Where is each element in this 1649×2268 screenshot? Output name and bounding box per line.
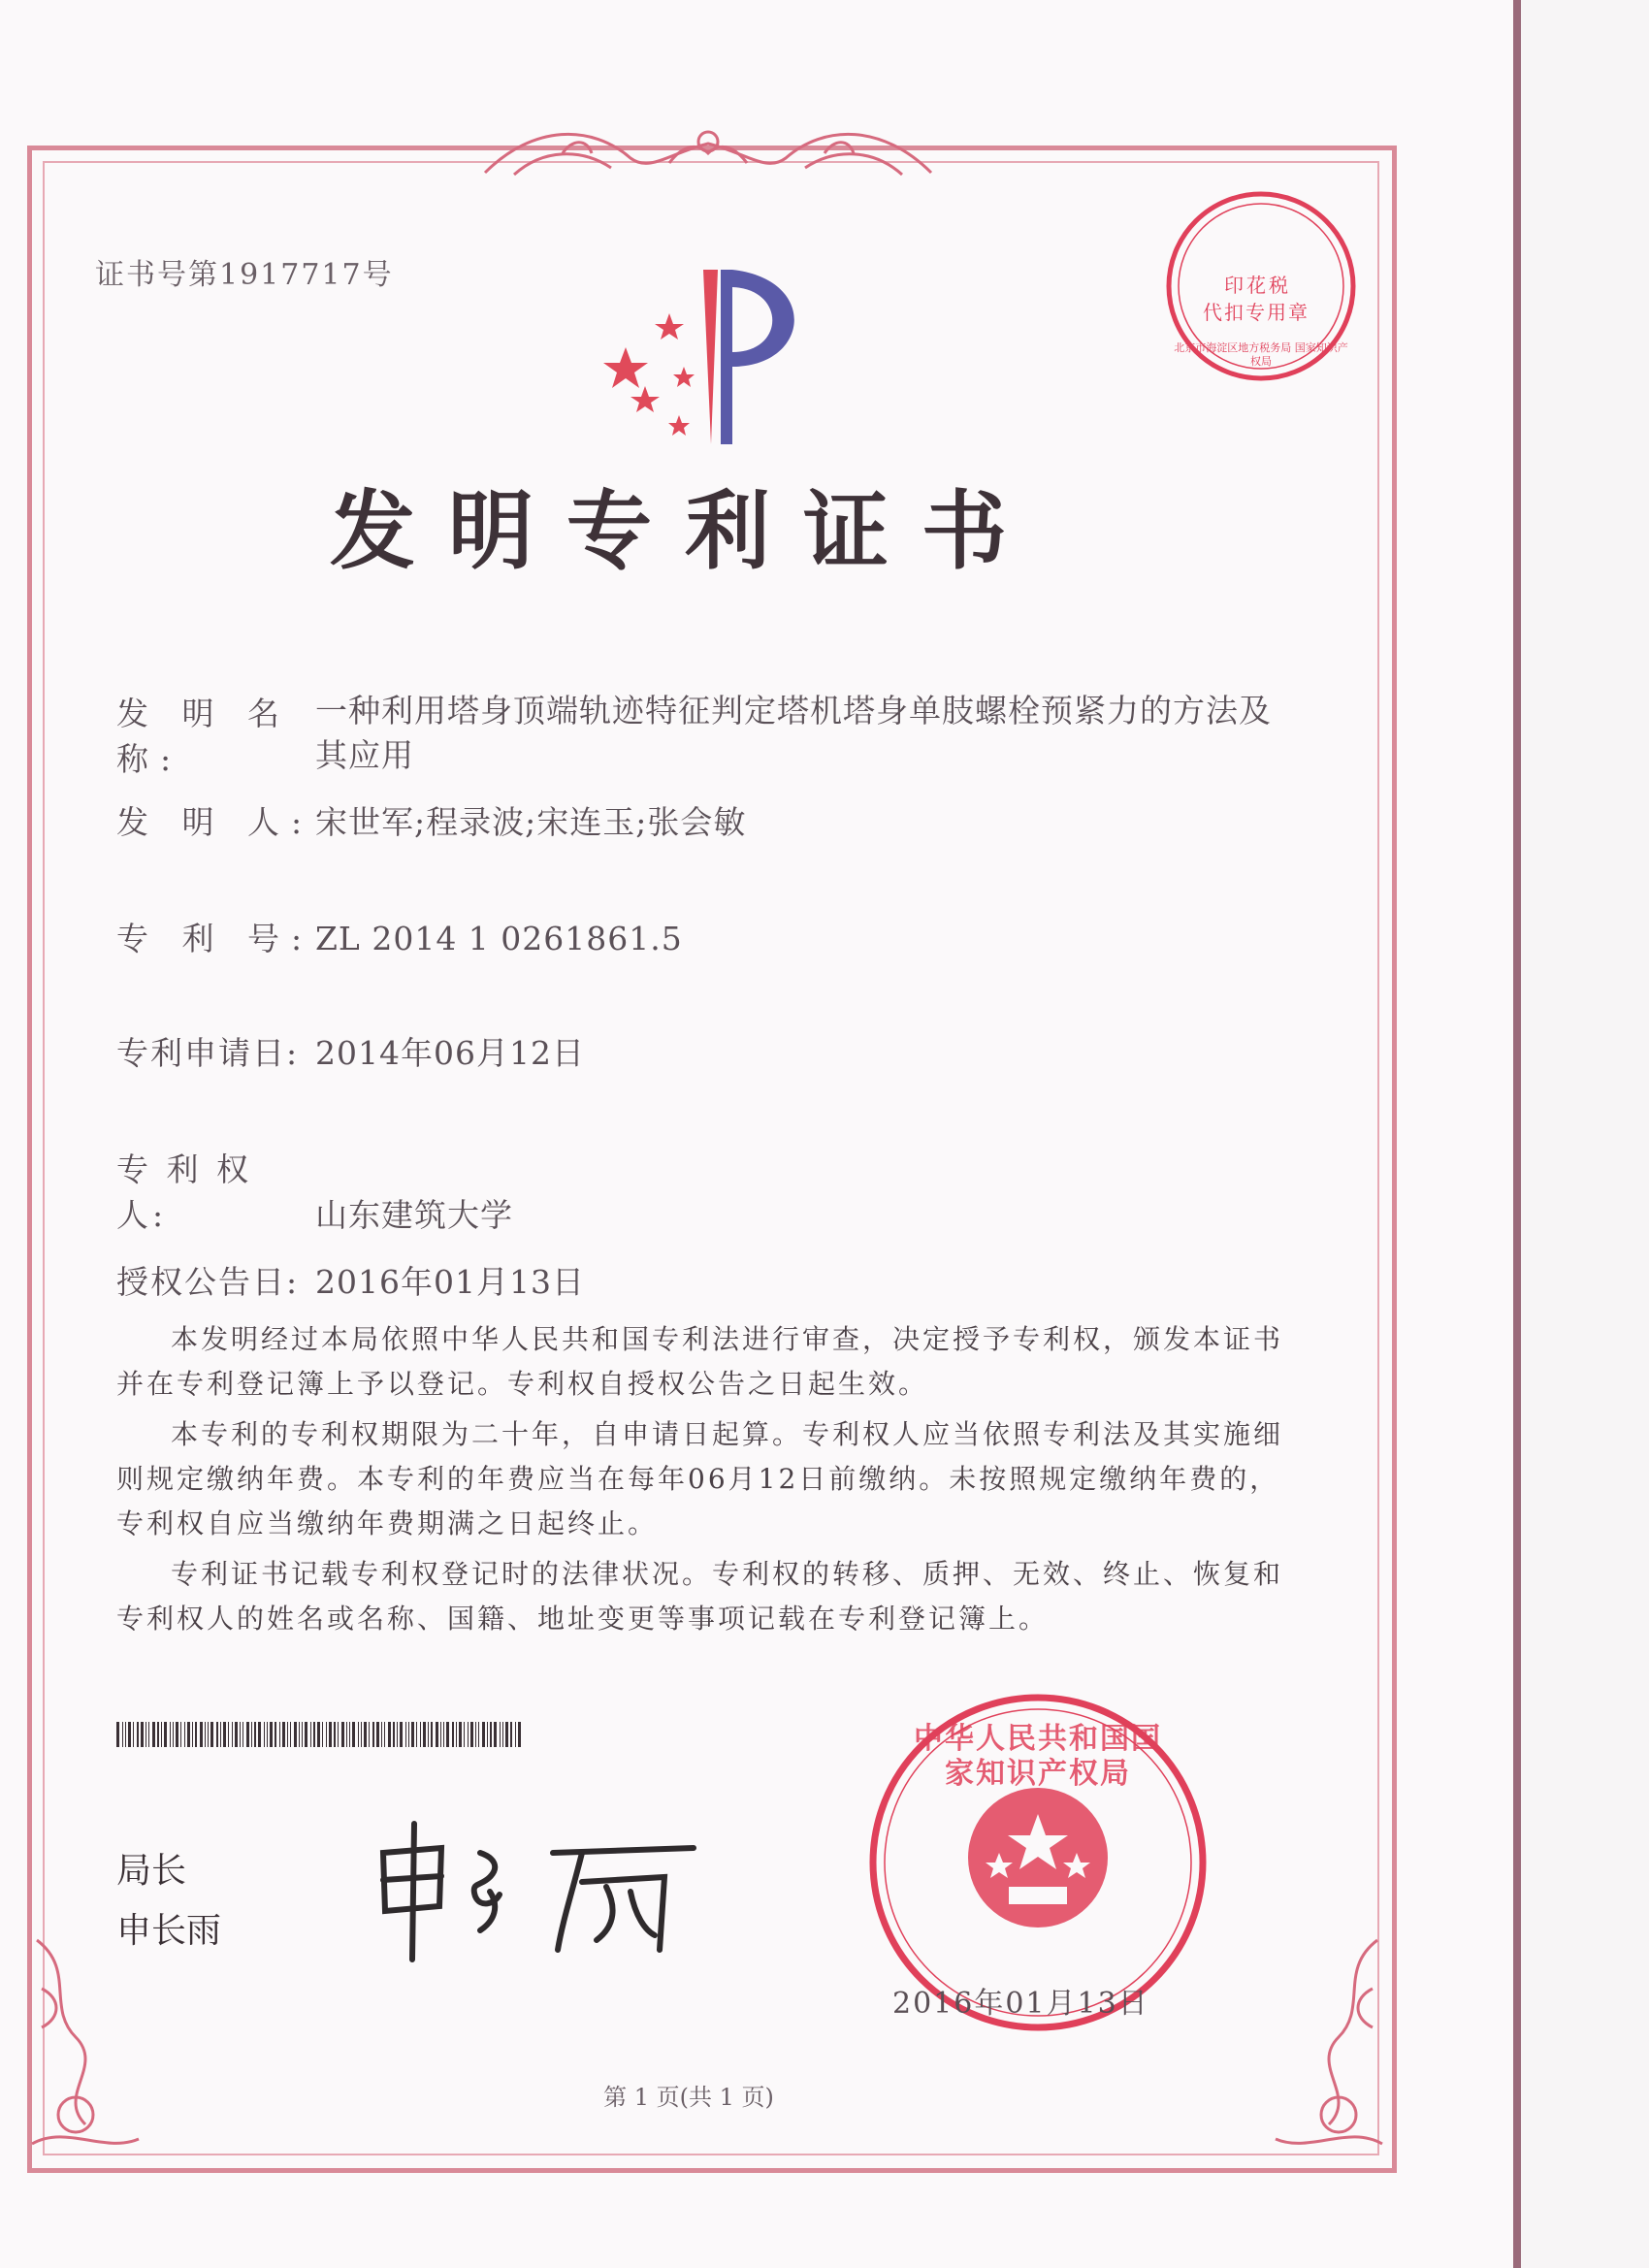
barcode-bar — [494, 1722, 497, 1747]
director-signature — [373, 1814, 723, 1969]
barcode-bar — [468, 1722, 469, 1747]
barcode-bar — [282, 1722, 285, 1747]
inventor-label: 发 明 人: — [116, 803, 314, 841]
barcode-bar — [152, 1722, 155, 1747]
barcode-bar — [510, 1722, 512, 1747]
barcode-bar — [173, 1722, 174, 1747]
barcode-bar — [302, 1722, 303, 1747]
barcode-bar — [192, 1722, 193, 1747]
barcode-bar — [254, 1722, 256, 1747]
barcode-bar — [482, 1722, 485, 1747]
barcode-bar — [148, 1722, 149, 1747]
bottom-left-ornament — [17, 1930, 153, 2173]
barcode-bar — [125, 1722, 126, 1747]
barcode-bar — [228, 1722, 229, 1747]
barcode-bar — [141, 1722, 144, 1747]
tax-stamp-line1: 印花税 — [1224, 274, 1291, 297]
barcode-bar — [317, 1722, 320, 1747]
filing-date-value: 2014年06月12日 — [315, 1034, 585, 1072]
barcode-bar — [275, 1722, 276, 1747]
barcode-bar — [349, 1722, 350, 1747]
barcode-bar — [334, 1722, 336, 1747]
invention-name-label: 发 明 名 称: — [116, 695, 291, 778]
page-margin — [1521, 0, 1649, 2268]
barcode-bar — [452, 1722, 454, 1747]
barcode-bar — [369, 1722, 370, 1747]
page-number: 第 1 页(共 1 页) — [603, 2084, 774, 2111]
barcode-bar — [299, 1722, 300, 1747]
barcode-bar — [223, 1722, 226, 1747]
barcode-bar — [358, 1722, 359, 1747]
barcode-bar — [242, 1722, 243, 1747]
barcode-bar — [122, 1722, 123, 1747]
barcode-bar — [440, 1722, 441, 1747]
barcode-bar — [133, 1722, 134, 1747]
patentee-label: 专 利 权 人: — [116, 1150, 252, 1234]
barcode-bar — [161, 1722, 162, 1747]
barcode-bar — [240, 1722, 241, 1747]
top-ornament — [475, 114, 941, 192]
body-paragraph-2: 本专利的专利权期限为二十年，自申请日起算。专利权人应当依照专利法及其实施细则规定缴纳年费。本专利的年费应当在每年06月12日前缴纳。未按照规定缴纳年费的，专利权自应当缴纳年费期满之日起终止。 — [116, 1418, 1284, 1539]
tax-stamp-line2: 代扣专用章 — [1203, 301, 1310, 324]
barcode-bar — [388, 1722, 391, 1747]
barcode-bar — [490, 1722, 492, 1747]
barcode-bar — [346, 1722, 347, 1747]
barcode-bar — [502, 1722, 503, 1747]
barcode-bar — [446, 1722, 449, 1747]
director-name: 申长雨 — [116, 1911, 222, 1951]
patent-number-value: ZL 2014 1 0261861.5 — [315, 920, 683, 957]
barcode-bar — [279, 1722, 280, 1747]
barcode-bar — [470, 1722, 473, 1747]
barcode-bar — [170, 1722, 171, 1747]
patentee-row — [116, 1145, 513, 1236]
barcode-bar — [393, 1722, 395, 1747]
barcode-bar — [505, 1722, 508, 1747]
barcode-bar — [464, 1722, 465, 1747]
barcode-bar — [408, 1722, 409, 1747]
page-title: 发明专利证书 — [330, 481, 1041, 581]
barcode-bar — [329, 1722, 332, 1747]
body-paragraph-1: 本发明经过本局依照中华人民共和国专利法进行审查，决定授予专利权，颁发本证书并在专利登记簿上予以登记。专利权自授权公告之日起生效。 — [116, 1323, 1284, 1400]
barcode-bar — [456, 1722, 457, 1747]
barcode-bar — [200, 1722, 203, 1747]
barcode-bar — [267, 1722, 268, 1747]
barcode-bar — [487, 1722, 488, 1747]
barcode-bar — [361, 1722, 362, 1747]
barcode-bar — [205, 1722, 206, 1747]
grant-date-value: 2016年01月13日 — [315, 1263, 585, 1301]
tax-stamp-ring-text: 北京市海淀区地方税务局 国家知识产权局 — [1174, 341, 1348, 368]
patent-number-label: 专 利 号: — [116, 920, 314, 957]
director-title: 局长 — [116, 1851, 187, 1891]
barcode-bar — [420, 1722, 421, 1747]
barcode-bar — [116, 1722, 119, 1747]
barcode-bar — [220, 1722, 221, 1747]
barcode-bar — [397, 1722, 398, 1747]
barcode-bar — [305, 1722, 307, 1747]
national-ipo-seal-text: 中华人民共和国国家知识产权局 — [914, 1722, 1162, 1791]
bottom-right-ornament — [1261, 1930, 1397, 2173]
barcode-bar — [184, 1722, 185, 1747]
barcode-bar — [137, 1722, 139, 1747]
barcode-bar — [208, 1722, 209, 1747]
invention-name-row — [116, 689, 1285, 780]
barcode-bar — [232, 1722, 233, 1747]
barcode-bar — [428, 1722, 429, 1747]
barcode-bar — [459, 1722, 462, 1747]
barcode-bar — [518, 1722, 521, 1747]
patentee-value: 山东建筑大学 — [315, 1196, 513, 1234]
barcode-bar — [352, 1722, 355, 1747]
inventor-value: 宋世军;程录波;宋连玉;张会敏 — [315, 803, 747, 841]
barcode-bar — [187, 1722, 190, 1747]
barcode-bar — [405, 1722, 406, 1747]
barcode-bar — [313, 1722, 315, 1747]
barcode-bar — [246, 1722, 249, 1747]
barcode-bar — [176, 1722, 178, 1747]
barcode-bar — [411, 1722, 414, 1747]
barcode-bar — [310, 1722, 311, 1747]
barcode-bar — [294, 1722, 297, 1747]
barcode-bar — [338, 1722, 339, 1747]
barcode-bar — [128, 1722, 131, 1747]
barcode-bar — [515, 1722, 516, 1747]
barcode-bar — [478, 1722, 479, 1747]
barcode-bar — [326, 1722, 327, 1747]
barcode-bar — [287, 1722, 288, 1747]
barcode-bar — [475, 1722, 476, 1747]
barcode — [116, 1722, 524, 1747]
barcode-bar — [372, 1722, 374, 1747]
barcode-bar — [381, 1722, 382, 1747]
barcode-bar — [157, 1722, 159, 1747]
seal-date: 2016年01月13日 — [892, 1987, 1149, 2021]
barcode-bar — [416, 1722, 417, 1747]
body-paragraph-3: 专利证书记载专利权登记时的法律状况。专利权的转移、质押、无效、终止、恢复和专利权人的姓名或名称、国籍、地址变更等事项记载在专利登记簿上。 — [116, 1558, 1284, 1635]
filing-date-row — [116, 1028, 585, 1074]
barcode-bar — [322, 1722, 323, 1747]
barcode-bar — [235, 1722, 238, 1747]
barcode-bar — [400, 1722, 403, 1747]
barcode-bar — [258, 1722, 261, 1747]
grant-date-label: 授权公告日: — [116, 1263, 300, 1301]
inventor-row — [116, 797, 746, 843]
barcode-bar — [364, 1722, 367, 1747]
barcode-bar — [290, 1722, 291, 1747]
barcode-bar — [500, 1722, 501, 1747]
barcode-bar — [180, 1722, 181, 1747]
barcode-bar — [376, 1722, 379, 1747]
barcode-bar — [210, 1722, 213, 1747]
barcode-bar — [195, 1722, 197, 1747]
certificate-body — [116, 1317, 1290, 1647]
invention-name-value: 一种利用塔身顶端轨迹特征判定塔机塔身单肢螺栓预紧力的方法及其应用 — [315, 692, 1272, 774]
barcode-bar — [270, 1722, 273, 1747]
barcode-bar — [423, 1722, 426, 1747]
barcode-bar — [384, 1722, 385, 1747]
barcode-bar — [251, 1722, 252, 1747]
barcode-bar — [216, 1722, 218, 1747]
barcode-bar — [443, 1722, 444, 1747]
page-edge — [1513, 0, 1521, 2268]
barcode-bar — [431, 1722, 433, 1747]
barcode-bar — [436, 1722, 438, 1747]
sipo-logo-icon — [587, 260, 839, 454]
barcode-bar — [164, 1722, 167, 1747]
patent-number-row — [116, 914, 683, 959]
barcode-bar — [341, 1722, 344, 1747]
barcode-bar — [264, 1722, 265, 1747]
filing-date-label: 专利申请日: — [116, 1034, 300, 1072]
certificate-number: 证书号第1917717号 — [95, 258, 394, 292]
grant-date-row — [116, 1257, 585, 1303]
